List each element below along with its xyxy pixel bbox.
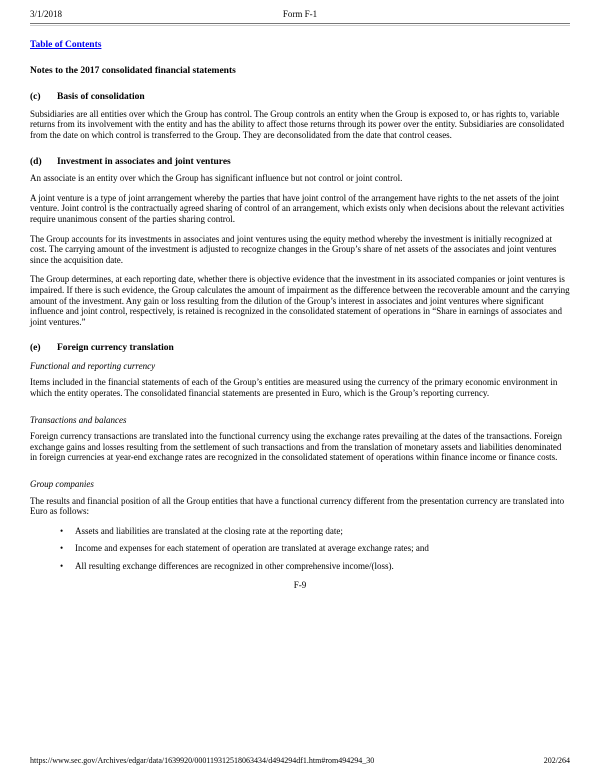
subheading-group-companies: Group companies [30,479,94,490]
document-title: Notes to the 2017 consolidated financial statements [30,65,236,76]
document-body [0,26,600,590]
bullet-icon: • [60,561,64,571]
section-label-c: (c) [30,92,41,103]
subheading-functional-reporting-currency: Functional and reporting currency [30,360,156,371]
list-item-text: All resulting exchange differences are recognized in other comprehensive income/(loss). [75,561,394,571]
print-header [0,0,600,19]
bullet-icon: • [60,525,64,536]
print-footer-url: https://www.sec.gov/Archives/edgar/data/1639920/000119312518063434/d494294df1.htm#rom494294_30 [30,756,375,765]
list-item [30,561,570,572]
paragraph-group-companies-intro: The results and financial position of all the Group entities that have a functional currency different from the presentation currency are translated into Euro as follows: [30,495,565,517]
bullet-icon: • [60,543,64,554]
section-title-c: Basis of consolidation [57,92,145,103]
print-footer-page-indicator: 202/264 [543,756,570,765]
print-header-date: 3/1/2018 [30,9,63,19]
paragraph-transactions-balances: Foreign currency transactions are translated into the functional currency using the exchange rates prevailing at the dates of the transactions. Foreign exchange gains and losses resulting from the settlement of such transactions and from the translation of monetary assets and liabilities denominated in foreign currencies at year-end exchange rates are recognized in the consolidated statement of operations within finance income or finance costs. [30,431,563,463]
paragraph-joint-venture-definition: A joint venture is a type of joint arrangement whereby the parties that have joint control of the arrangement have rights to the net assets of the joint venture. Joint control is the contractually agreed sharing of control of an arrangement, which exists only when decisions about the relevant activities require unanimous consent of the parties sharing control. [30,192,565,224]
table-of-contents-link[interactable]: Table of Contents [30,40,102,50]
section-title-e: Foreign currency translation [57,343,174,354]
section-title-d: Investment in associates and joint ventures [57,156,231,167]
list-item-text: Income and expenses for each statement of operation are translated at average exchange rates; and [75,543,429,554]
document-page-number: F-9 [293,579,307,590]
print-header-title: Form F-1 [282,9,318,19]
paragraph-impairment: The Group determines, at each reporting date, whether there is objective evidence that the investment in its associated companies or joint ventures is impaired. If there is such evidence, the Group calculates the amount of impairment as the difference between the recoverable amount and the carrying amount of the investment. Any gain or loss resulting from the dilution of the Group’s interest in associates and joint ventures where significant influence and joint control, respectively, is retained is recognized in the consolidated statement of operations in “Share in earnings of associates and joint ventures.” [30,274,570,327]
section-heading-c [30,92,570,103]
paragraph-associate-definition: An associate is an entity over which the Group has significant influence but not control or joint control. [30,173,403,184]
paragraph-basis-of-consolidation: Subsidiaries are all entities over which the Group has control. The Group controls an entity when the Group is exposed to, or has rights to, variable returns from its involvement with the entity and has the ability to affect those returns through its power over the entity. Subsidiaries are consolidated from the date on which control is transferred to the Group. They are deconsolidated from the date that control ceases. [30,108,565,140]
list-item [30,526,570,537]
section-label-d: (d) [30,156,42,167]
list-item [30,543,570,554]
section-heading-e [30,343,570,354]
list-item-text: Assets and liabilities are translated at the closing rate at the reporting date; [75,525,343,536]
subheading-transactions-and-balances: Transactions and balances [30,414,127,425]
section-label-e: (e) [30,343,41,354]
paragraph-functional-currency: Items included in the financial statements of each of the Group’s entities are measured using the currency of the primary economic environment in which the entity operates. The consolidated financial statements are presented in Euro, which is the Group’s reporting currency. [30,377,558,399]
paragraph-equity-method: The Group accounts for its investments in associates and joint ventures using the equity method whereby the investment is initially recognized at cost. The carrying amount of the investment is adjusted to recognize changes in the Group’s share of net assets of the associates and joint ventures since the acquisition date. [30,233,557,265]
section-heading-d [30,157,570,168]
translation-rules-list [30,526,570,572]
print-footer [30,756,570,765]
